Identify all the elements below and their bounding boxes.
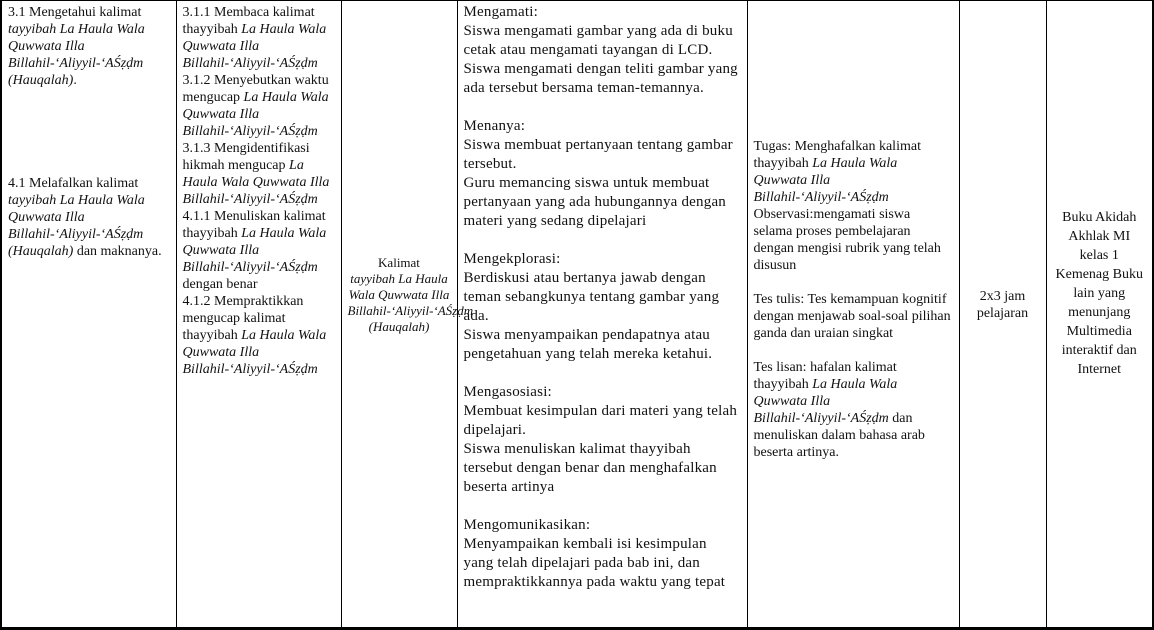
indicator-3-1-3: 3.1.3 Mengidentifikasi hikmah mengucap La Haula Wala Quwwata Illa Billahil-‘Aliyyil-‘AŚẓḍm xyxy=(182,141,330,207)
kd-4-1: 4.1 Melafalkan kalimat tayyibah La Haula Wala Quwwata Illa Billahil-‘Aliyyil-‘AŚẓḍm (Hauqalah) dan maknanya. xyxy=(8,176,162,259)
associate-heading: Mengasosiasi: xyxy=(463,384,552,400)
indicator-cell xyxy=(176,1,341,629)
explore-text: Berdiskusi atau bertanya jawab dengan teman sebangkunya tentang gambar yang ada. xyxy=(463,270,720,324)
material-cell: Kalimat tayyibah La Haula Wala Quwwata Illa Billahil-‘Aliyyil-‘AŚẓḍm (Hauqalah) xyxy=(341,1,457,629)
observation-text: Observasi:mengamati siswa selama proses pembelajaran dengan mengisi rubrik yang telah disusun xyxy=(753,207,941,273)
question-text: Siswa membuat pertanyaan tentang gambar tersebut. xyxy=(463,137,733,172)
associate-text: Membuat kesimpulan dari materi yang telah dipelajari. xyxy=(463,403,738,438)
competency-cell xyxy=(1,1,176,629)
indicator-4-1-1: 4.1.1 Menuliskan kalimat thayyibah La Haula Wala Quwwata Illa Billahil-‘Aliyyil-‘AŚẓḍm dengan benar xyxy=(182,209,327,292)
question-heading: Menanya: xyxy=(463,118,526,134)
explore-heading: Mengekplorasi: xyxy=(463,251,561,267)
question-text: Guru memancing siswa untuk membuat pertanyaan yang ada hubungannya dengan materi yang sedang dipelajari xyxy=(463,175,726,229)
indicator-3-1-1: 3.1.1 Membaca kalimat thayyibah La Haula Wala Quwwata Illa Billahil-‘Aliyyil-‘AŚẓḍm xyxy=(182,5,327,71)
assignment-text: Tugas: Menghafalkan kalimat thayyibah La Haula Wala Quwwata Illa Billahil-‘Aliyyil-‘AŚẓḍm xyxy=(753,139,921,205)
associate-text: Siswa menuliskan kalimat thayyibah tersebut dengan benar dan menghafalkan beserta artinya xyxy=(463,441,717,495)
communicate-text: Menyampaikan kembali isi kesimpulan yang telah dipelajari pada bab ini, dan mempraktikkannya pada waktu yang tepat xyxy=(463,536,726,590)
indicator-4-1-2: 4.1.2 Mempraktikkan mengucap kalimat thayyibah La Haula Wala Quwwata Illa Billahil-‘Aliyyil-‘AŚẓḍm xyxy=(182,294,327,377)
communicate-heading: Mengomunikasikan: xyxy=(463,517,591,533)
time-allocation-cell: 2x3 jam pelajaran xyxy=(959,1,1046,629)
kd-3-1: 3.1 Mengetahui kalimat tayyibah La Haula Wala Quwwata Illa Billahil-‘Aliyyil-‘AŚẓḍm (Hauqalah). xyxy=(8,5,145,88)
explore-text: Siswa menyampaikan pendapatnya atau pengetahuan yang telah mereka ketahui. xyxy=(463,327,713,362)
learning-activities-cell xyxy=(457,1,747,629)
observe-heading: Mengamati: xyxy=(463,4,538,20)
table-row xyxy=(1,1,1153,629)
indicator-3-1-2: 3.1.2 Menyebutkan waktu mengucap La Haula Wala Quwwata Illa Billahil-‘Aliyyil-‘AŚẓḍm xyxy=(182,73,329,139)
assessment-cell xyxy=(747,1,959,629)
learning-resources-cell: Buku Akidah Akhlak MI kelas 1 Kemenag Buku lain yang menunjang Multimedia interaktif dan Internet xyxy=(1046,1,1153,629)
written-test-text: Tes tulis: Tes kemampuan kognitif dengan menjawab soal-soal pilihan ganda dan uraian singkat xyxy=(753,292,951,341)
observe-text: Siswa mengamati gambar yang ada di buku cetak atau mengamati tayangan di LCD. Siswa mengamati dengan teliti gambar yang ada tersebut bersama teman-temannya. xyxy=(463,23,738,96)
oral-test-text: Tes lisan: hafalan kalimat thayyibah La Haula Wala Quwwata Illa Billahil-‘Aliyyil-‘AŚẓḍm dan menuliskan dalam bahasa arab beserta artinya. xyxy=(753,360,925,460)
